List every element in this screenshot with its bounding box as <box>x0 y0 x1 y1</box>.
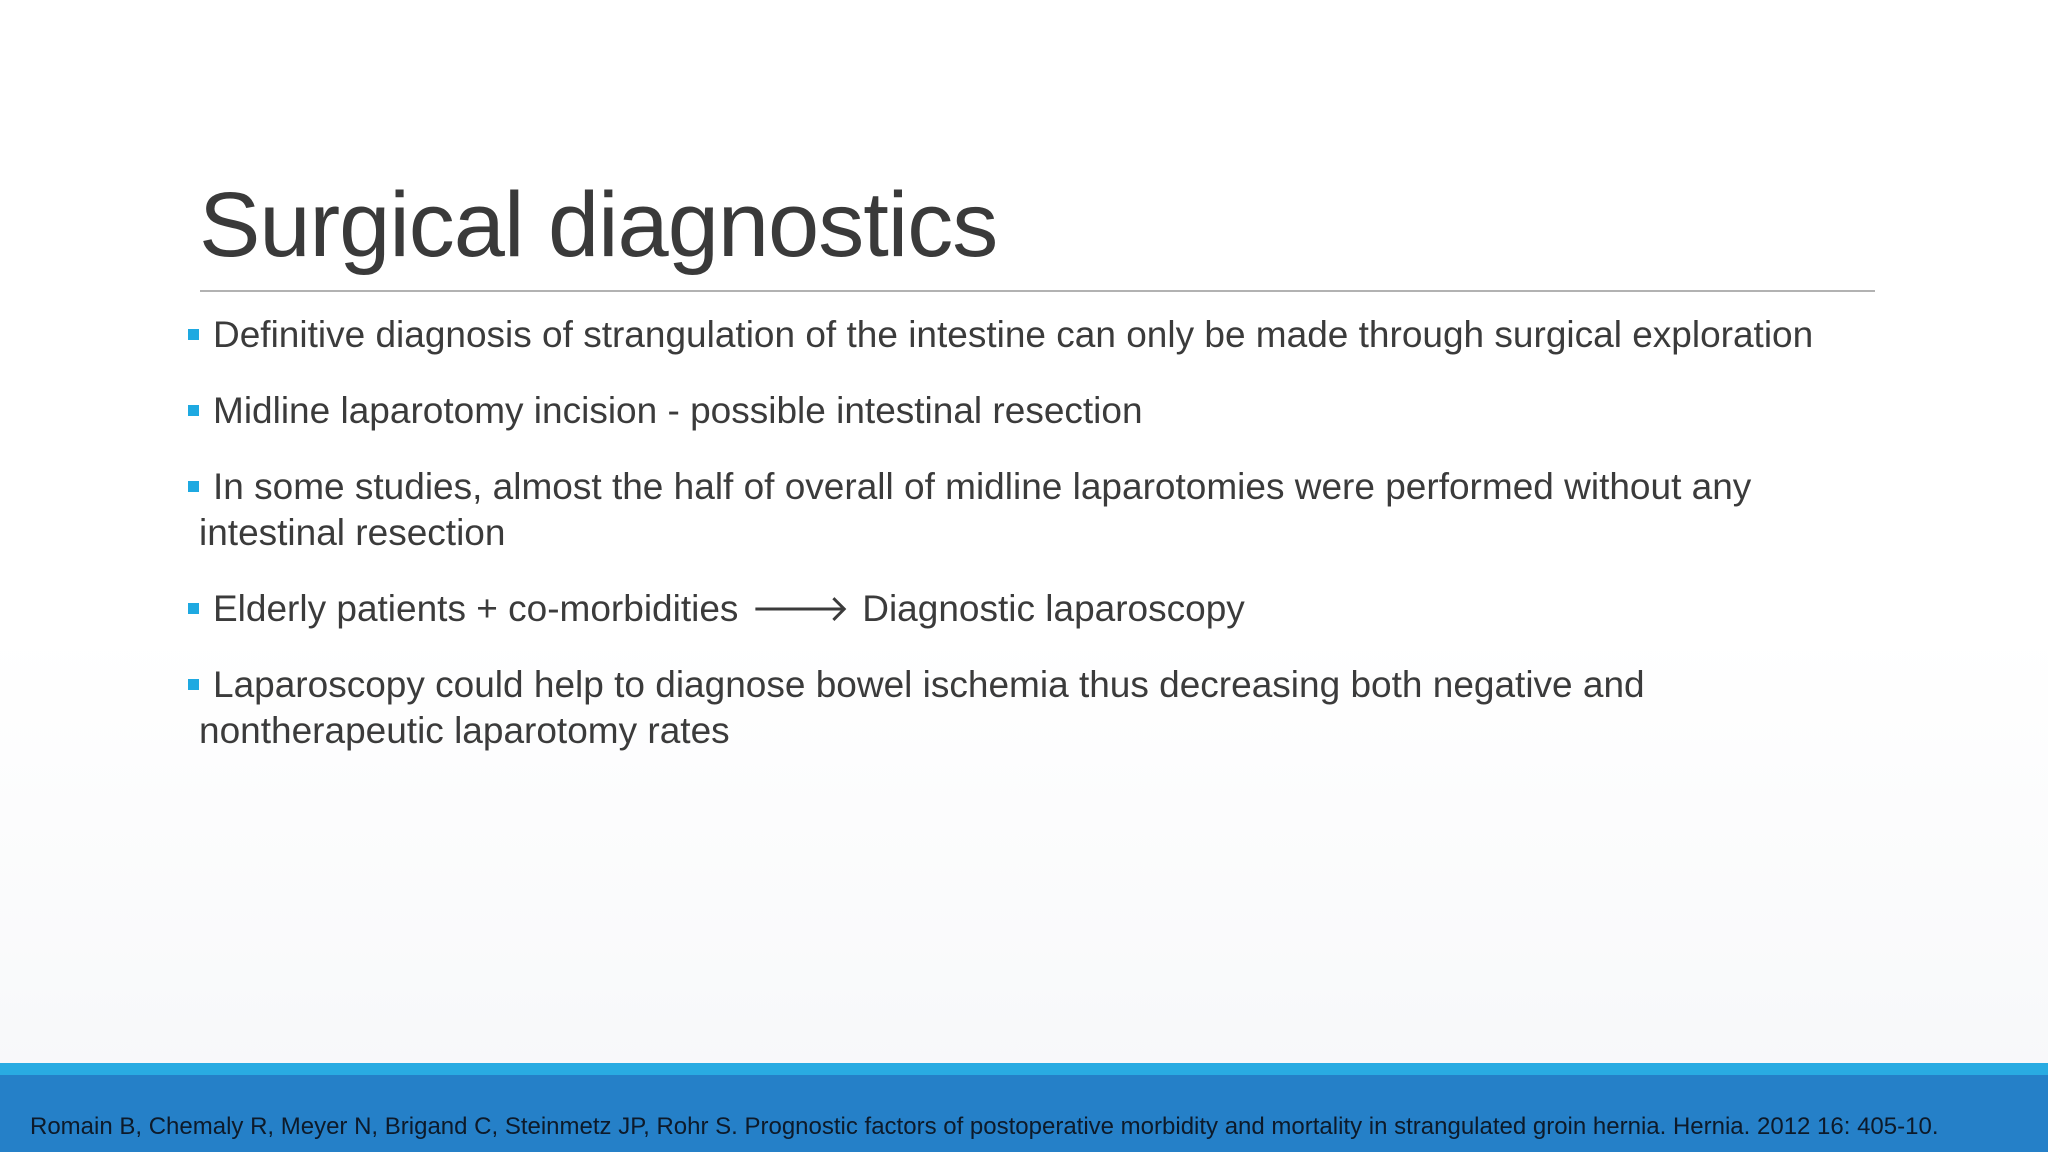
footer-accent-stripe <box>0 1063 2048 1075</box>
bullet-text: Laparoscopy could help to diagnose bowel ischemia thus decreasing both negative and nontherapeutic laparotomy rates <box>199 664 1645 751</box>
citation-text: Romain B, Chemaly R, Meyer N, Brigand C, Steinmetz JP, Rohr S. Prognostic factors of postoperative morbidity and mortality in strangulated groin hernia. Hernia. 2012 16: 405-10. <box>30 1113 1939 1140</box>
bullet-list <box>199 312 1889 784</box>
bullet-item <box>199 464 1889 556</box>
bullet-text: Midline laparotomy incision - possible intestinal resection <box>213 390 1143 431</box>
square-bullet-icon <box>188 405 199 416</box>
square-bullet-icon <box>188 679 199 690</box>
square-bullet-icon <box>188 603 199 614</box>
bullet-item <box>199 662 1889 754</box>
title-divider <box>200 290 1875 292</box>
slide-title: Surgical diagnostics <box>199 174 998 276</box>
square-bullet-icon <box>188 329 199 340</box>
bullet-item <box>199 388 1889 434</box>
bullet-item <box>199 586 1889 632</box>
bullet-item <box>199 312 1889 358</box>
bullet-text-after-arrow: Diagnostic laparoscopy <box>862 588 1245 629</box>
bullet-text: In some studies, almost the half of overall of midline laparotomies were performed without any intestinal resection <box>199 466 1752 553</box>
bullet-text-before-arrow: Elderly patients + co-morbidities <box>213 588 739 629</box>
square-bullet-icon <box>188 481 199 492</box>
right-arrow-icon: 🡒 <box>750 588 850 629</box>
bullet-text: Definitive diagnosis of strangulation of the intestine can only be made through surgical exploration <box>213 314 1814 355</box>
